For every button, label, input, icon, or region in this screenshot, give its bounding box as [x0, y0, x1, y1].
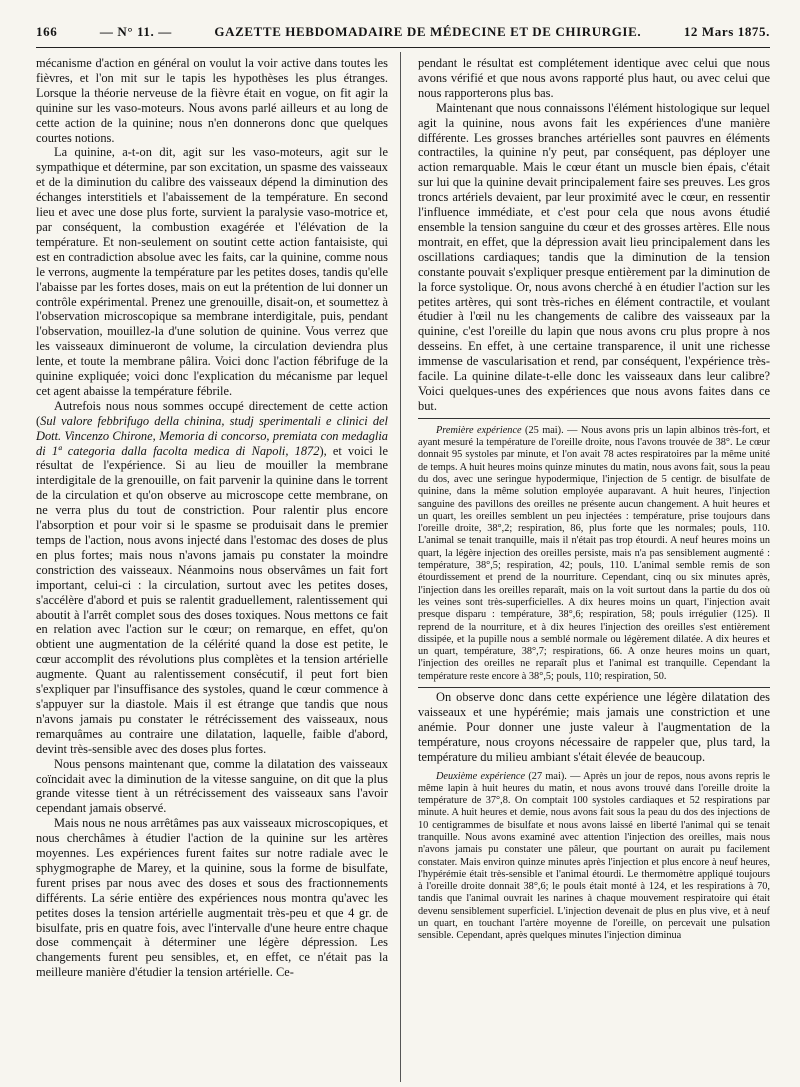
- page-header: [36, 24, 770, 48]
- paragraph: On observe donc dans cette expérience une légère dilatation des vaisseaux et une hypérémie; mais jamais une constriction et une anémie. Pour donner une juste valeur à l'augmentation de la température, nous croyons nécessaire de rappeler que, plus tard, la température du milieu ambiant s'était élevée de beaucoup.: [418, 689, 770, 764]
- journal-title: GAZETTE HEBDOMADAIRE DE MÉDECINE ET DE CHIRURGIE.: [214, 24, 642, 39]
- experiment-text: (25 mai). — Nous avons pris un lapin albinos très-fort, et ayant mesuré la température de l'oreille droite, nous l'avons trouvée de 38°. Le cœur donnait 95 systoles par minute, et l'on avait 78 actes respiratoires par la même unité de temps. A huit heures moins quinze minutes du matin, nous avons fait, sous la peau du dos, avec une seringue hypodermique, l'injection de 5 centigr. de bisulfate de quinine, dans la même solution employée auparavant. A huit heures, l'injection sanguine des pavillons des oreilles ne présente aucun changement. A huit heures et un quart, les oreilles semblent un peu injectées : température, prise toujours dans l'oreille droite, 38°,2; respiration, 86, plus forte que les normales; pouls, 110. L'animal se tenait tranquille, mais il n'était pas trop étourdi. A neuf heures moins un quart, la légère injection des oreilles persiste, mais n'a pas sensiblement augmenté : température, 38°,5; respiration, 42; pouls, 110. L'animal semble remis de son étourdissement et prend de la nourriture. Cependant, cinq ou six minutes après, l'injection dans les oreilles reparaît, mais on la voit surtout dans la partie du dos où les veines sont très-superficielles. A dix heures moins un quart, l'injection avait presque disparu : température, 38°,6; respiration, 58; pouls irrégulier (125). Il reprend de la nourriture, et à dix heures l'injection des oreilles s'est entièrement dissipée, et la pupille nous a semblé normale ou légèrement dilatée. A dix heures et un quart, température, 38°,7; respirations, 66. A onze heures moins un quart, l'injection des oreilles ne reparaît plus et l'animal est tranquille. Cependant la température reste encore à 38°,5; pouls, 110; respiration, 50.: [418, 424, 770, 682]
- experiment-text: (27 mai). — Après un jour de repos, nous avons repris le même lapin à huit heures du matin, et nous avons trouvé dans l'oreille droite la température de 37°,8. On comptait 100 systoles cardiaques et 52 respirations par minute. A huit heures et demie, nous avons fait sous la peau du dos des injections de 10 centigrammes de bisulfate et nous avons laissé en liberté l'animal qui se tenait tranquille. Nous avons examiné avec attention l'injection des oreilles, mais nous n'avons jamais pu constater une pâleur, que pourtant on aurait pu facilement constater. Mais environ quinze minutes après l'injection et plus encore à neuf heures, l'hypérémie était très-sensible et l'animal étourdi. Le thermomètre appliqué toujours à l'oreille droite donnait 38°,6; le pouls était monté à 124, et les respirations à 70, tandis que l'animal ouvrait les narines à chaque mouvement respiratoire qui était devenu sensiblement superficiel. L'injection devenait de plus en plus vive, et à neuf un quart, en touchant l'artère moyenne de l'oreille, on percevait une pulsation sensible. Cependant, après quelques minutes l'injection diminua: [418, 770, 770, 942]
- paragraph: [36, 399, 388, 757]
- issue-number: — N° 11. —: [99, 24, 172, 39]
- experiment-title: Première expérience: [436, 424, 522, 436]
- citation: Sul valore febbrifugo della chinina, studj sperimentali e clinici del Dott. Vincenzo Chirone, Memoria di concorso, premiata con medaglia di 1ª categoria dalla facolta medica di Napoli, 1872: [36, 413, 388, 458]
- paragraph: mécanisme d'action en général on voulut la voir active dans toutes les fièvres, et l'on mit sur le tapis les hypothèses les plus étranges. Lorsque la théorie nerveuse de la fièvre était en vogue, on fit agir la quinine sur les vaso-moteurs. Nous avons parlé ailleurs et au long de cette action de la quinine; nous n'en donnerons donc que quelques courtes notions.: [36, 56, 388, 145]
- paragraph: Mais nous ne nous arrêtâmes pas aux vaisseaux microscopiques, et nous cherchâmes à étudier l'action de la quinine sur les artères moyennes. Les expériences furent faites sur notre radiale avec le sphygmographe de Marey, et la quinine, sous la forme de bisulfate, furent prises par nous avec des doses et sous des fractionnements différents. La série entière des expériences nous montra qu'avec les petites doses la tension artérielle augmentait très-peu et que 4 gr. de bisulfate, pris en quatre fois, avec l'intervalle d'une heure entre chaque dose commençait à déterminer une légère dépression. Les changements furent peu sensibles, et, en effet, ce n'était pas la meilleure manière d'étudier la tension artérielle. Ce-: [36, 816, 388, 980]
- experiment-title: Deuxième expérience: [436, 770, 526, 782]
- experiment-note: [418, 425, 770, 683]
- section-rule: [418, 418, 770, 419]
- issue-date: 12 Mars 1875.: [683, 24, 770, 39]
- two-column-body: [36, 56, 770, 1086]
- column-divider: [400, 52, 401, 1082]
- paragraph: Nous pensons maintenant que, comme la dilatation des vaisseaux coïncidait avec la diminution de la vitesse sanguine, on dit que la plus grande vitesse tient à un rétrécissement des vaisseaux sans l'avoir cependant jamais observé.: [36, 756, 388, 816]
- experiment-note: [418, 771, 770, 943]
- right-column: [418, 56, 770, 1086]
- paragraph: Maintenant que nous connaissons l'élément histologique sur lequel agit la quinine, nous avons fait les expériences d'une manière différente. Les grosses branches artérielles sont pauvres en éléments contractiles, la quinine n'y peut, par conséquent, pas déployer une action remarquable. Mais le cœur étant un muscle bien épais, c'était sur lui que la quinine devait principalement faire ses preuves. Les gros troncs artériels devaient, par leur proximité avec le cœur, en ressentir l'influence immédiate, et c'est pour cela que nous avons étudié ensemble la tension sanguine du cœur et des grosses artères. Elle nous montrait, en effet, que la dépression avait lieu principalement dans les oscillations cardiaques; tandis que la diminution de la tension constante pouvait s'expliquer presque entièrement par la diminution de la force systolique. Or, nous avons cherché à en étudier l'action sur les petites artères, qui sont très-riches en élément contractile, et voulant étudier à l'œil nu les changements de calibre des vaisseaux par la quinine, c'est l'oreille du lapin que nous avons cru plus propre à nos desseins. En effet, à une certaine transparence, il unit une richesse immense de vascularisation et rend, par conséquent, l'expérience très-facile. La quinine dilate-t-elle donc les vaisseaux dans leur calibre? Voici quelques-unes des expériences que nous avons faites dans ce but.: [418, 100, 770, 413]
- paragraph: La quinine, a-t-on dit, agit sur les vaso-moteurs, agit sur le sympathique et détermine, par son excitation, un spasme des vaisseaux et de la diminution du calibre des vaisseaux dépend la diminution des échanges interstitiels et l'abaissement de la température. En second lieu et avec une dose plus forte, survient la paralysie vaso-motrice et, par conséquent, la combustion exagérée et l'élévation de la température. Et non-seulement on soutint cette action fantaisiste, qui est en contradiction absolue avec les faits, car la quinine, comme nous le verrons, augmente la température par les petites doses, tandis qu'elle l'abaisse par les fortes doses, mais on eut la prétention de lui donner un contrôle expérimental. Prenez une grenouille, disait-on, et soumettez à l'observation microscopique sa membrane interdigitale, puis, pendant l'observation, mouillez-la d'une solution de quinine. Vous verrez que les vaisseaux diminueront de volume, la circulation deviendra plus lente, et toute la membrane pâlira. Voici donc l'action fébrifuge de la quinine expliquée; voici donc l'explication du mécanisme par lequel cet agent abaisse la température fébrile.: [36, 145, 388, 398]
- section-rule: [418, 687, 770, 688]
- page-number: 166: [36, 24, 58, 39]
- paragraph-text: Autrefois nous nous sommes occupé directement de cette action (: [36, 398, 388, 428]
- paragraph: pendant le résultat est complétement identique avec celui que nous avons vérifié et que nous avons rapporté plus haut, ou avec celui que nous rapporterons plus bas.: [418, 56, 770, 100]
- paragraph-text: ), et voici le résultat de l'expérience. Si au lieu de mouiller la membrane interdigitale de la grenouille, on fait parvenir la quinine dans le torrent de la circulation et qu'on observe au microscope cette membrane, on ne verra plus du tout de constriction. Pour ralentir plus encore l'absorption et pour voir si le spasme se produisait dans le premier temps de l'action, nous avons injecté dans l'estomac des doses de plus en plus fortes; mais nous n'avons jamais pu constater la moindre constriction des vaisseaux. Néanmoins nous observâmes un fait fort important, celui-ci : la circulation, surtout avec les petites doses, s'accélère d'abord et puis se ralentit graduellement, ralentissement qui aboutit à l'arrêt complet sous des doses toxiques. Nous mettons ce fait en relation avec l'action sur le cœur; on remarque, en effet, qu'on obtient une augmentation de la célérité quand la dose est petite, le cœur accomplit des révolutions plus complètes et la tension artérielle augmente. Quant au ralentissement consécutif, il peut fort bien s'expliquer par l'insuffisance des systoles, quand le cœur commence à s'appuyer sur la diastole. Mais il est étrange que tandis que nous n'avons jamais pu constater le rétrécissement des vaisseaux, nous remarquâmes au contraire une dilatation, laquelle, faible d'abord, devint très-sensible avec des doses plus fortes.: [36, 443, 388, 756]
- left-column: [36, 56, 388, 1086]
